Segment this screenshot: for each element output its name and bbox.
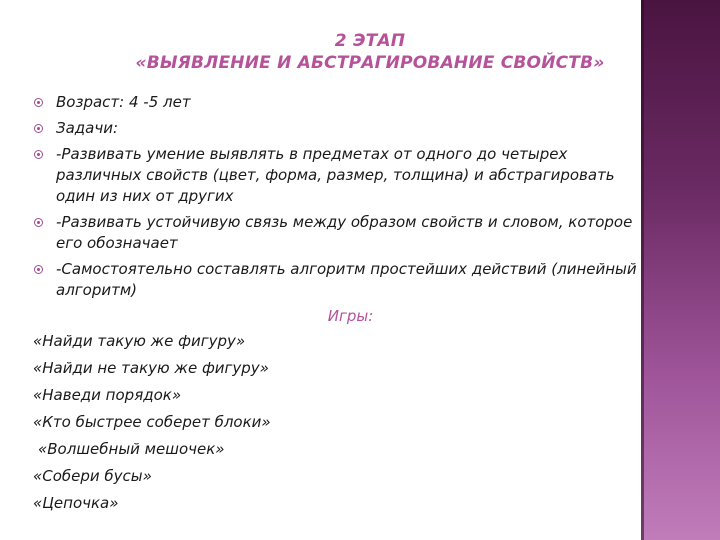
slide-title <box>100 30 640 74</box>
title-line-1: 2 ЭТАП <box>334 31 406 52</box>
bullet-item-tasks <box>33 118 638 139</box>
games-heading: Игры: <box>327 307 374 325</box>
decorative-side-band <box>641 0 720 540</box>
games-list <box>33 332 638 513</box>
game-item: «Волшебный мешочек» <box>38 440 225 458</box>
bullet-item-task-1 <box>33 144 638 207</box>
bullet-icon <box>34 150 43 159</box>
title-line-2: «ВЫЯВЛЕНИЕ И АБСТРАГИРОВАНИЕ СВОЙСТВ» <box>135 53 605 74</box>
bullet-icon <box>34 98 43 107</box>
bullet-text: -Самостоятельно составлять алгоритм простейших действий (линейный алгоритм) <box>56 260 637 299</box>
bullet-item-task-3 <box>33 259 638 301</box>
bullet-text: -Развивать умение выявлять в предметах от одного до четырех различных свойств (цвет, форма, размер, толщина) и абстрагировать один из них от других <box>56 145 615 205</box>
game-item: «Найди такую же фигуру» <box>33 332 246 350</box>
bullet-list <box>33 92 638 301</box>
bullet-icon <box>34 218 43 227</box>
game-item: «Кто быстрее соберет блоки» <box>33 413 271 431</box>
game-item: «Собери бусы» <box>33 467 152 485</box>
slide-content <box>33 92 638 521</box>
bullet-text: Возраст: 4 -5 лет <box>56 93 191 111</box>
game-item: «Наведи порядок» <box>33 386 182 404</box>
bullet-text: -Развивать устойчивую связь между образом свойств и словом, которое его обозначает <box>56 213 633 252</box>
bullet-item-task-2 <box>33 212 638 254</box>
bullet-item-age <box>33 92 638 113</box>
bullet-icon <box>34 124 43 133</box>
side-band-edge <box>641 0 644 540</box>
game-item: «Найди не такую же фигуру» <box>33 359 269 377</box>
bullet-text: Задачи: <box>56 119 119 137</box>
game-item: «Цепочка» <box>33 494 119 512</box>
bullet-icon <box>34 265 43 274</box>
